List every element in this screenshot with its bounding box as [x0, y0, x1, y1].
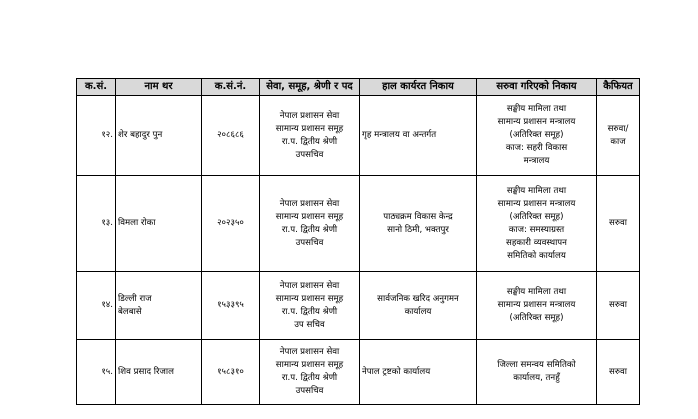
table-row	[77, 176, 640, 272]
name-cell: विमला रोका	[116, 176, 202, 272]
transfer-office-cell: सङ्घीय मामिला तथा सामान्य प्रशासन मन्त्रालय (अतिरिक्त समूह)	[477, 272, 597, 340]
table-row	[77, 96, 640, 176]
code-cell: १५३३९५	[202, 272, 260, 340]
post-cell: नेपाल प्रशासन सेवा सामान्य प्रशासन समूह रा.प. द्वितीय श्रेणी उपसचिव	[260, 96, 360, 176]
transfer-office-cell: सङ्घीय मामिला तथा सामान्य प्रशासन मन्त्रालय (अतिरिक्त समूह) काज: सहरी विकास मन्त्रालय	[477, 96, 597, 176]
header-remarks: कैफियत	[597, 79, 640, 96]
current-office-cell: नेपाल ट्रष्टको कार्यालय	[360, 340, 477, 405]
transfer-office-cell: सङ्घीय मामिला तथा सामान्य प्रशासन मन्त्रालय (अतिरिक्त समूह) काज: समस्याग्रस्त सहकारी व्यवस्थापन समितिको कार्यालय	[477, 176, 597, 272]
transfer-table	[76, 78, 640, 405]
name-cell: शेर बहादुर पुन	[116, 96, 202, 176]
serial-cell: १३.	[77, 176, 116, 272]
post-cell: नेपाल प्रशासन सेवा सामान्य प्रशासन समूह रा.प. द्वितीय श्रेणी उपसचिव	[260, 340, 360, 405]
remarks-cell: सरुवा	[597, 340, 640, 405]
name-cell: शिव प्रसाद रिजाल	[116, 340, 202, 405]
code-cell: १५८३१०	[202, 340, 260, 405]
header-current-office: हाल कार्यरत निकाय	[360, 79, 477, 96]
serial-cell: १५.	[77, 340, 116, 405]
post-cell: नेपाल प्रशासन सेवा सामान्य प्रशासन समूह रा.प. द्वितीय श्रेणी उपसचिव	[260, 176, 360, 272]
current-office-cell: पाठ्यक्रम विकास केन्द्र सानो ठिमी, भक्तपुर	[360, 176, 477, 272]
remarks-cell: सरुवा	[597, 176, 640, 272]
serial-cell: १२.	[77, 96, 116, 176]
table-row	[77, 340, 640, 405]
table-row	[77, 272, 640, 340]
header-transfer-office: सरुवा गरिएको निकाय	[477, 79, 597, 96]
current-office-cell: सार्वजनिक खरिद अनुगमन कार्यालय	[360, 272, 477, 340]
code-cell: २०२३५०	[202, 176, 260, 272]
remarks-cell: सरुवा/ काज	[597, 96, 640, 176]
current-office-cell: गृह मन्त्रालय वा अन्तर्गत	[360, 96, 477, 176]
code-cell: २०८६८६	[202, 96, 260, 176]
header-code: क.सं.नं.	[202, 79, 260, 96]
header-post: सेवा, समूह, श्रेणी र पद	[260, 79, 360, 96]
post-cell: नेपाल प्रशासन सेवा सामान्य प्रशासन समूह रा.प. द्वितीय श्रेणी उप सचिव	[260, 272, 360, 340]
remarks-cell: सरुवा	[597, 272, 640, 340]
header-row	[77, 79, 640, 96]
header-serial: क.सं.	[77, 79, 116, 96]
header-name: नाम थर	[116, 79, 202, 96]
transfer-office-cell: जिल्ला समन्वय समितिको कार्यालय, तनहुँ	[477, 340, 597, 405]
name-cell: डिल्ली राज बेलबासे	[116, 272, 202, 340]
serial-cell: १४.	[77, 272, 116, 340]
